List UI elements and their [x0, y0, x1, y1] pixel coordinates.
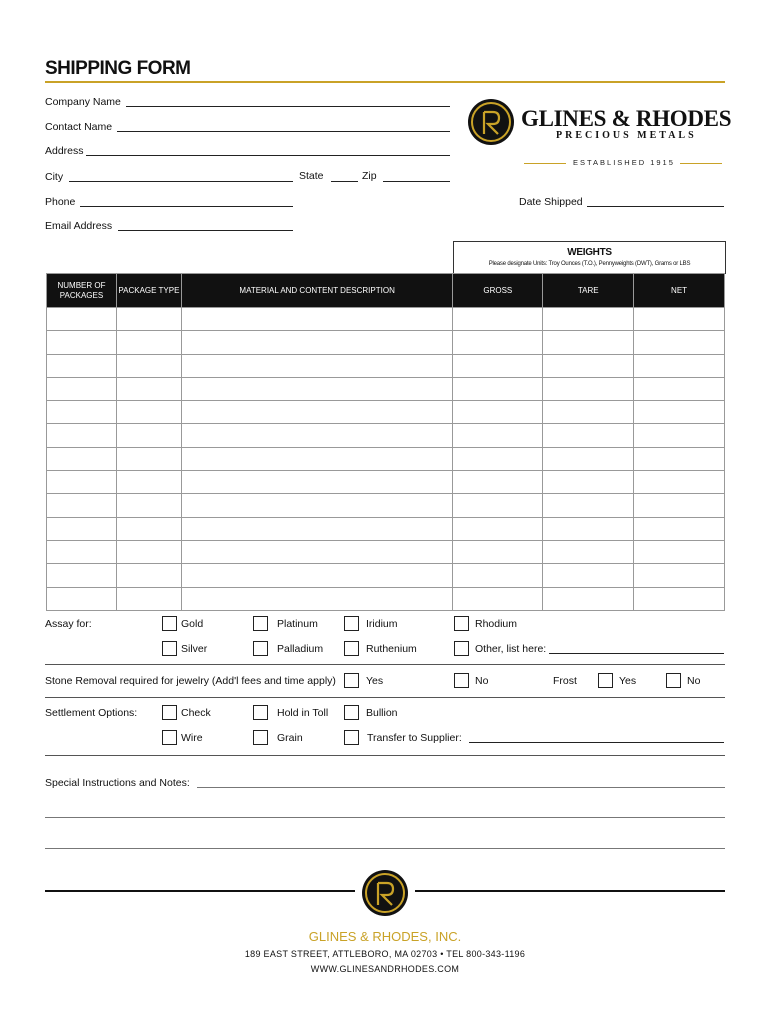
brand-logo	[467, 98, 515, 151]
zip-field[interactable]	[383, 181, 450, 182]
description-cell[interactable]	[181, 331, 453, 354]
hold-in-toll-label: Hold in Toll	[277, 707, 329, 719]
gross-cell[interactable]	[453, 424, 543, 447]
packages-cell[interactable]	[47, 354, 117, 377]
description-cell[interactable]	[181, 447, 453, 470]
wire-checkbox[interactable]	[162, 730, 177, 745]
ruthenium-checkbox[interactable]	[344, 641, 359, 656]
grain-checkbox[interactable]	[253, 730, 268, 745]
col-header-description: MATERIAL AND CONTENT DESCRIPTION	[181, 274, 453, 308]
brand-name: GLINES & RHODES	[521, 106, 732, 131]
bullion-checkbox[interactable]	[344, 705, 359, 720]
table-row	[47, 471, 725, 494]
weights-title: WEIGHTS	[567, 247, 612, 258]
stone-yes-label: Yes	[366, 675, 384, 687]
description-cell[interactable]	[181, 517, 453, 540]
tare-cell[interactable]	[543, 471, 634, 494]
transfer-label: Transfer to Supplier:	[367, 732, 462, 744]
packages-cell[interactable]	[47, 377, 117, 400]
palladium-checkbox[interactable]	[253, 641, 268, 656]
hold-in-toll-checkbox[interactable]	[253, 705, 268, 720]
tare-cell[interactable]	[543, 587, 634, 610]
shipping-table	[46, 273, 725, 611]
col-header-package-type: PACKAGE TYPE	[116, 274, 181, 308]
net-cell[interactable]	[634, 331, 725, 354]
gross-cell[interactable]	[453, 447, 543, 470]
footer-address: 189 EAST STREET, ATTLEBORO, MA 02703 • TEL 800-343-1196	[244, 949, 526, 959]
packages-cell[interactable]	[47, 540, 117, 563]
rhodium-label: Rhodium	[475, 618, 518, 630]
package-type-cell[interactable]	[116, 587, 181, 610]
tare-cell[interactable]	[543, 377, 634, 400]
iridium-checkbox[interactable]	[344, 616, 359, 631]
established-rule-left	[524, 163, 566, 164]
table-body	[47, 308, 725, 611]
gross-cell[interactable]	[453, 564, 543, 587]
package-type-cell[interactable]	[116, 424, 181, 447]
package-type-cell[interactable]	[116, 401, 181, 424]
gr-monogram-icon	[467, 98, 515, 146]
gross-cell[interactable]	[453, 308, 543, 331]
notes-label: Special Instructions and Notes:	[45, 777, 190, 789]
table-row	[47, 494, 725, 517]
package-type-cell[interactable]	[116, 377, 181, 400]
frost-no-checkbox[interactable]	[666, 673, 681, 688]
footer-rule-right	[415, 890, 725, 892]
rhodium-checkbox[interactable]	[454, 616, 469, 631]
stone-yes-checkbox[interactable]	[344, 673, 359, 688]
settlement-label: Settlement Options:	[45, 707, 138, 719]
frost-yes-label: Yes	[619, 675, 637, 687]
email-label: Email Address	[45, 220, 113, 232]
frost-no-label: No	[687, 675, 701, 687]
ruthenium-label: Ruthenium	[366, 643, 417, 655]
package-type-cell[interactable]	[116, 471, 181, 494]
tare-cell[interactable]	[543, 331, 634, 354]
net-cell[interactable]	[634, 447, 725, 470]
stone-no-label: No	[475, 675, 489, 687]
other-label: Other, list here:	[475, 643, 547, 655]
date-shipped-label: Date Shipped	[519, 196, 583, 208]
gr-monogram-icon	[361, 869, 409, 917]
col-header-tare: TARE	[543, 274, 634, 308]
net-cell[interactable]	[634, 471, 725, 494]
tare-cell[interactable]	[543, 540, 634, 563]
frost-yes-checkbox[interactable]	[598, 673, 613, 688]
assay-label: Assay for:	[45, 618, 92, 630]
weights-header	[453, 241, 726, 274]
table-header-row	[47, 274, 725, 308]
footer-rule-left	[45, 890, 355, 892]
description-cell[interactable]	[181, 401, 453, 424]
gross-cell[interactable]	[453, 540, 543, 563]
tare-cell[interactable]	[543, 494, 634, 517]
col-header-net: NET	[634, 274, 725, 308]
packages-cell[interactable]	[47, 564, 117, 587]
tare-cell[interactable]	[543, 308, 634, 331]
net-cell[interactable]	[634, 377, 725, 400]
table-row	[47, 587, 725, 610]
silver-checkbox[interactable]	[162, 641, 177, 656]
phone-label: Phone	[45, 196, 76, 208]
gross-cell[interactable]	[453, 331, 543, 354]
stone-no-checkbox[interactable]	[454, 673, 469, 688]
weights-note: Please designate Units: Troy Ounces (T.O.), Pennyweights (DWT), Grams or LBS	[488, 261, 691, 267]
contact-name-field[interactable]	[117, 131, 450, 132]
tare-cell[interactable]	[543, 401, 634, 424]
net-cell[interactable]	[634, 517, 725, 540]
table-row	[47, 517, 725, 540]
email-field[interactable]	[118, 230, 293, 231]
title-rule	[45, 81, 725, 83]
grain-label: Grain	[277, 732, 303, 744]
description-cell[interactable]	[181, 540, 453, 563]
package-type-cell[interactable]	[116, 564, 181, 587]
wire-label: Wire	[181, 732, 203, 744]
packages-cell[interactable]	[47, 494, 117, 517]
description-cell[interactable]	[181, 424, 453, 447]
package-type-cell[interactable]	[116, 308, 181, 331]
footer-website[interactable]: WWW.GLINESANDRHODES.COM	[310, 964, 460, 974]
date-shipped-field[interactable]	[587, 206, 724, 207]
net-cell[interactable]	[634, 587, 725, 610]
gross-cell[interactable]	[453, 354, 543, 377]
phone-field[interactable]	[80, 206, 293, 207]
address-label: Address	[45, 145, 84, 157]
description-cell[interactable]	[181, 471, 453, 494]
state-field[interactable]	[331, 181, 358, 182]
transfer-field[interactable]	[469, 742, 724, 743]
zip-label: Zip	[362, 170, 377, 182]
iridium-label: Iridium	[366, 618, 398, 630]
established-label: ESTABLISHED 1915	[573, 158, 675, 167]
net-cell[interactable]	[634, 308, 725, 331]
transfer-checkbox[interactable]	[344, 730, 359, 745]
table-row	[47, 377, 725, 400]
description-cell[interactable]	[181, 564, 453, 587]
description-cell[interactable]	[181, 377, 453, 400]
other-field[interactable]	[549, 653, 724, 654]
package-type-cell[interactable]	[116, 540, 181, 563]
package-type-cell[interactable]	[116, 447, 181, 470]
tare-cell[interactable]	[543, 354, 634, 377]
packages-cell[interactable]	[47, 308, 117, 331]
check-label: Check	[181, 707, 211, 719]
packages-cell[interactable]	[47, 401, 117, 424]
table-row	[47, 331, 725, 354]
company-name-field[interactable]	[126, 106, 450, 107]
description-cell[interactable]	[181, 494, 453, 517]
brand-tagline: PRECIOUS METALS	[556, 130, 697, 141]
gross-cell[interactable]	[453, 377, 543, 400]
package-type-cell[interactable]	[116, 494, 181, 517]
package-type-cell[interactable]	[116, 517, 181, 540]
silver-label: Silver	[181, 643, 208, 655]
gross-cell[interactable]	[453, 587, 543, 610]
page-title: SHIPPING FORM	[45, 58, 191, 79]
city-field[interactable]	[69, 181, 293, 182]
notes-line-2[interactable]	[45, 817, 725, 818]
gross-cell[interactable]	[453, 401, 543, 424]
net-cell[interactable]	[634, 540, 725, 563]
description-cell[interactable]	[181, 587, 453, 610]
frost-label: Frost	[553, 675, 577, 687]
platinum-label: Platinum	[277, 618, 318, 630]
section-divider	[45, 664, 725, 665]
packages-cell[interactable]	[47, 331, 117, 354]
package-type-cell[interactable]	[116, 354, 181, 377]
table-row	[47, 540, 725, 563]
table-row	[47, 354, 725, 377]
packages-cell[interactable]	[47, 587, 117, 610]
col-header-gross: GROSS	[453, 274, 543, 308]
table-row	[47, 447, 725, 470]
net-cell[interactable]	[634, 401, 725, 424]
packages-cell[interactable]	[47, 424, 117, 447]
stone-removal-label: Stone Removal required for jewelry (Add'l fees and time apply)	[45, 675, 336, 687]
gross-cell[interactable]	[453, 517, 543, 540]
tare-cell[interactable]	[543, 517, 634, 540]
table-row	[47, 308, 725, 331]
section-divider	[45, 755, 725, 756]
bullion-label: Bullion	[366, 707, 398, 719]
table-row	[47, 564, 725, 587]
notes-line-3[interactable]	[45, 848, 725, 849]
gross-cell[interactable]	[453, 494, 543, 517]
gross-cell[interactable]	[453, 471, 543, 494]
tare-cell[interactable]	[543, 424, 634, 447]
company-name-label: Company Name	[45, 96, 121, 108]
packages-cell[interactable]	[47, 517, 117, 540]
city-label: City	[45, 171, 64, 183]
section-divider	[45, 697, 725, 698]
established-rule-right	[680, 163, 722, 164]
footer-logo	[361, 869, 409, 922]
net-cell[interactable]	[634, 424, 725, 447]
col-header-packages: NUMBER OF PACKAGES	[47, 274, 117, 308]
tare-cell[interactable]	[543, 447, 634, 470]
net-cell[interactable]	[634, 354, 725, 377]
table-row	[47, 424, 725, 447]
address-field[interactable]	[86, 155, 450, 156]
check-checkbox[interactable]	[162, 705, 177, 720]
package-type-cell[interactable]	[116, 331, 181, 354]
state-label: State	[299, 170, 324, 182]
packages-cell[interactable]	[47, 471, 117, 494]
net-cell[interactable]	[634, 564, 725, 587]
net-cell[interactable]	[634, 494, 725, 517]
platinum-checkbox[interactable]	[253, 616, 268, 631]
footer-company: GLINES & RHODES, INC.	[308, 929, 462, 944]
description-cell[interactable]	[181, 308, 453, 331]
palladium-label: Palladium	[277, 643, 324, 655]
description-cell[interactable]	[181, 354, 453, 377]
gold-checkbox[interactable]	[162, 616, 177, 631]
packages-cell[interactable]	[47, 447, 117, 470]
other-checkbox[interactable]	[454, 641, 469, 656]
contact-name-label: Contact Name	[45, 121, 113, 133]
gold-label: Gold	[181, 618, 204, 630]
notes-line-1[interactable]	[197, 787, 725, 788]
tare-cell[interactable]	[543, 564, 634, 587]
table-row	[47, 401, 725, 424]
